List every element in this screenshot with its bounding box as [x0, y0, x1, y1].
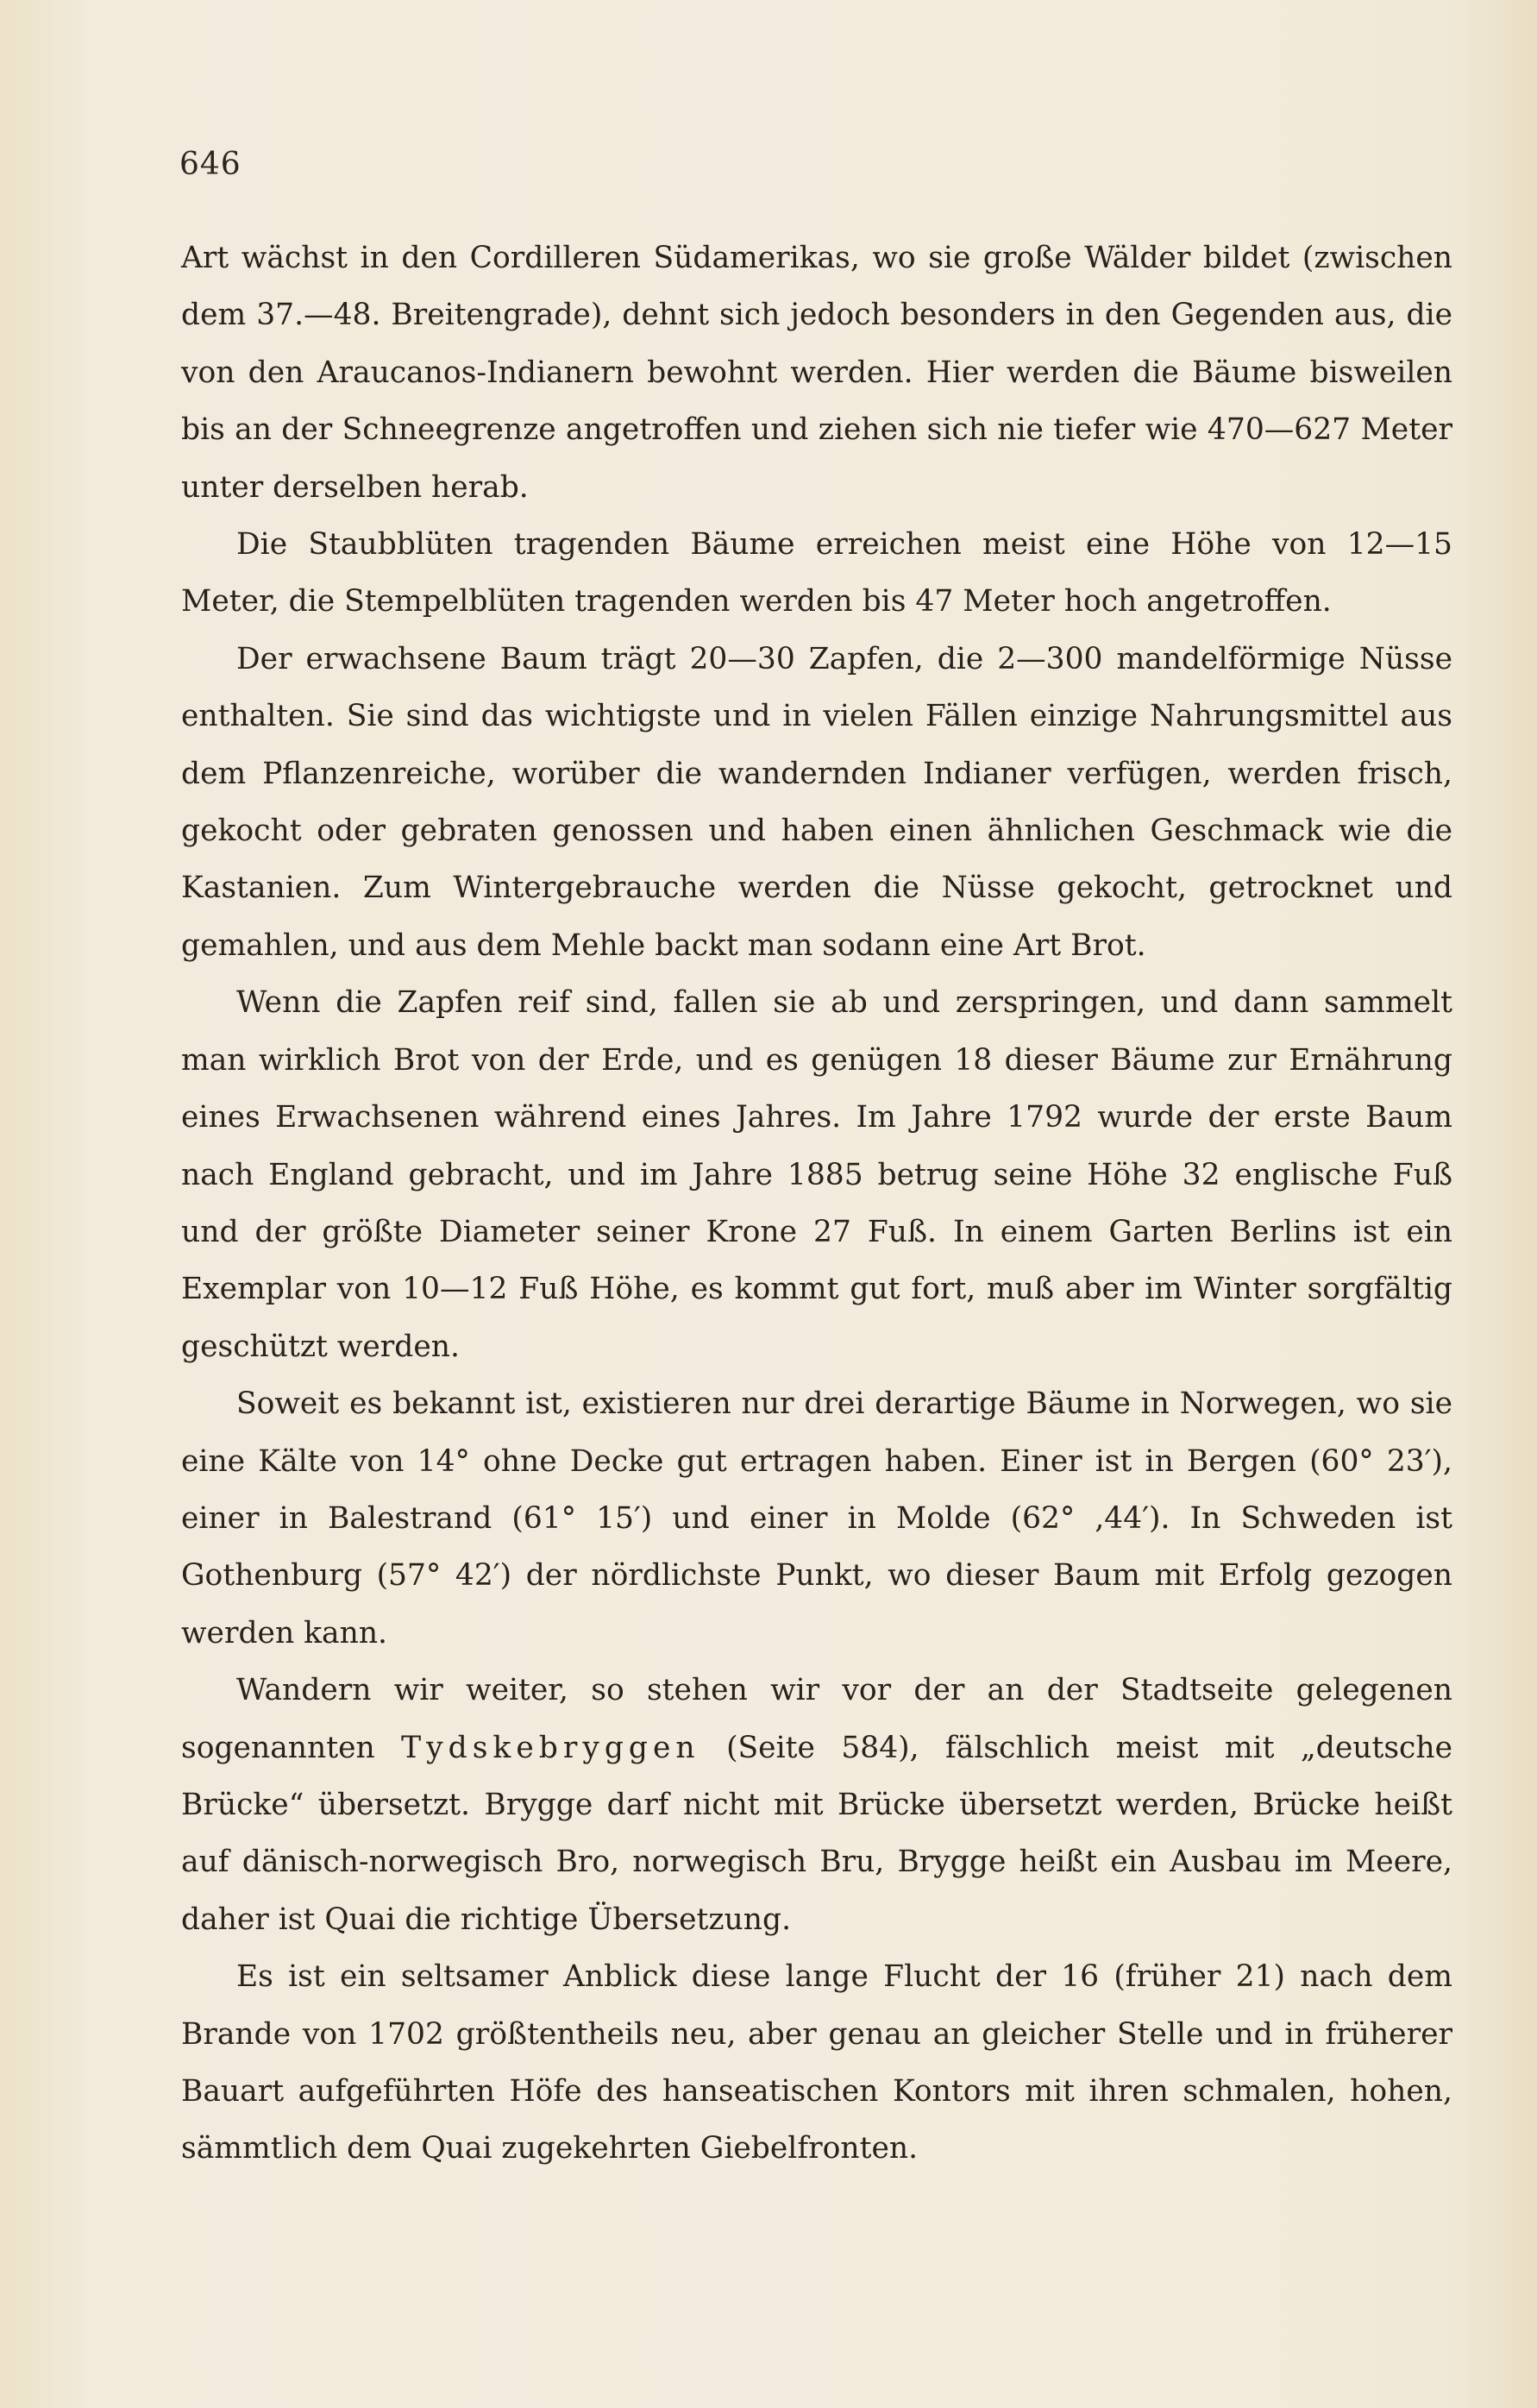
paragraph-3: Der erwachsene Baum trägt 20—30 Zapfen, die 2—300 mandelförmige Nüsse enthalten. Sie sind das wichtigste und in vielen Fällen einzige Nahrungsmittel aus dem Pflanzenreiche, worüber die wandernden Indianer verfügen, werden frisch, gekocht oder gebraten genossen und haben einen ähnlichen Geschmack wie die Kastanien. Zum Wintergebrauche werden die Nüsse gekocht, getrocknet und gemahlen, und aus dem Mehle backt man sodann eine Art Brot.: [181, 641, 1452, 963]
body-text: [181, 229, 1452, 2178]
page-number: 646: [179, 147, 242, 182]
paragraph-5: Soweit es bekannt ist, existieren nur drei derartige Bäume in Norwegen, wo sie eine Kälte von 14° ohne Decke gut ertragen haben. Einer ist in Bergen (60° 23′), einer in Balestrand (61° 15′) und einer in Molde (62° ,44′). In Schweden ist Gothenburg (57° 42′) der nördlichste Punkt, wo dieser Baum mit Erfolg gezogen werden kann.: [181, 1386, 1452, 1650]
paragraph-2: Die Staubblüten tragenden Bäume erreichen meist eine Höhe von 12—15 Meter, die Stempelblüten tragenden werden bis 47 Meter hoch angetroffen.: [181, 527, 1452, 619]
spaced-term-tydskebryggen: Tydskebryggen: [401, 1730, 700, 1765]
paragraph-1: Art wächst in den Cordilleren Südamerikas, wo sie große Wälder bildet (zwischen dem 37.—48. Breitengrade), dehnt sich jedoch besonders in den Gegenden aus, die von den Araucanos-Indianern bewohnt werden. Hier werden die Bäume bisweilen bis an der Schneegrenze angetroffen und ziehen sich nie tiefer wie 470—627 Meter unter derselben herab.: [181, 241, 1452, 505]
paragraph-4: Wenn die Zapfen reif sind, fallen sie ab und zerspringen, und dann sammelt man wirklich Brot von der Erde, und es genügen 18 dieser Bäume zur Ernährung eines Erwachsenen während eines Jahres. Im Jahre 1792 wurde der erste Baum nach England gebracht, und im Jahre 1885 betrug seine Höhe 32 englische Fuß und der größte Diameter seiner Krone 27 Fuß. In einem Garten Berlins ist ein Exemplar von 10—12 Fuß Höhe, es kommt gut fort, muß aber im Winter sorgfältig geschützt werden.: [181, 985, 1452, 1364]
paragraph-6: [181, 1662, 1452, 1948]
paragraph-6-lead: Wandern wir weiter, so stehen wir vor der an der Stadtseite gelegenen sogenannten: [181, 1673, 1452, 1765]
paragraph-7: Es ist ein seltsamer Anblick diese lange Flucht der 16 (früher 21) nach dem Brande von 1702 größtentheils neu, aber genau an gleicher Stelle und in früherer Bauart aufgeführten Höfe des hanseatischen Kontors mit ihren schmalen, hohen, sämmtlich dem Quai zugekehrten Giebelfronten.: [181, 1959, 1452, 2166]
paragraph-6-rest: (Seite 584), fälschlich meist mit „deutsche Brücke“ übersetzt. Brygge darf nicht mit Brücke übersetzt werden, Brücke heißt auf dänisch-norwegisch Bro, norwegisch Bru, Brygge heißt ein Ausbau im Meere, daher ist Quai die richtige Übersetzung.: [181, 1730, 1452, 1937]
